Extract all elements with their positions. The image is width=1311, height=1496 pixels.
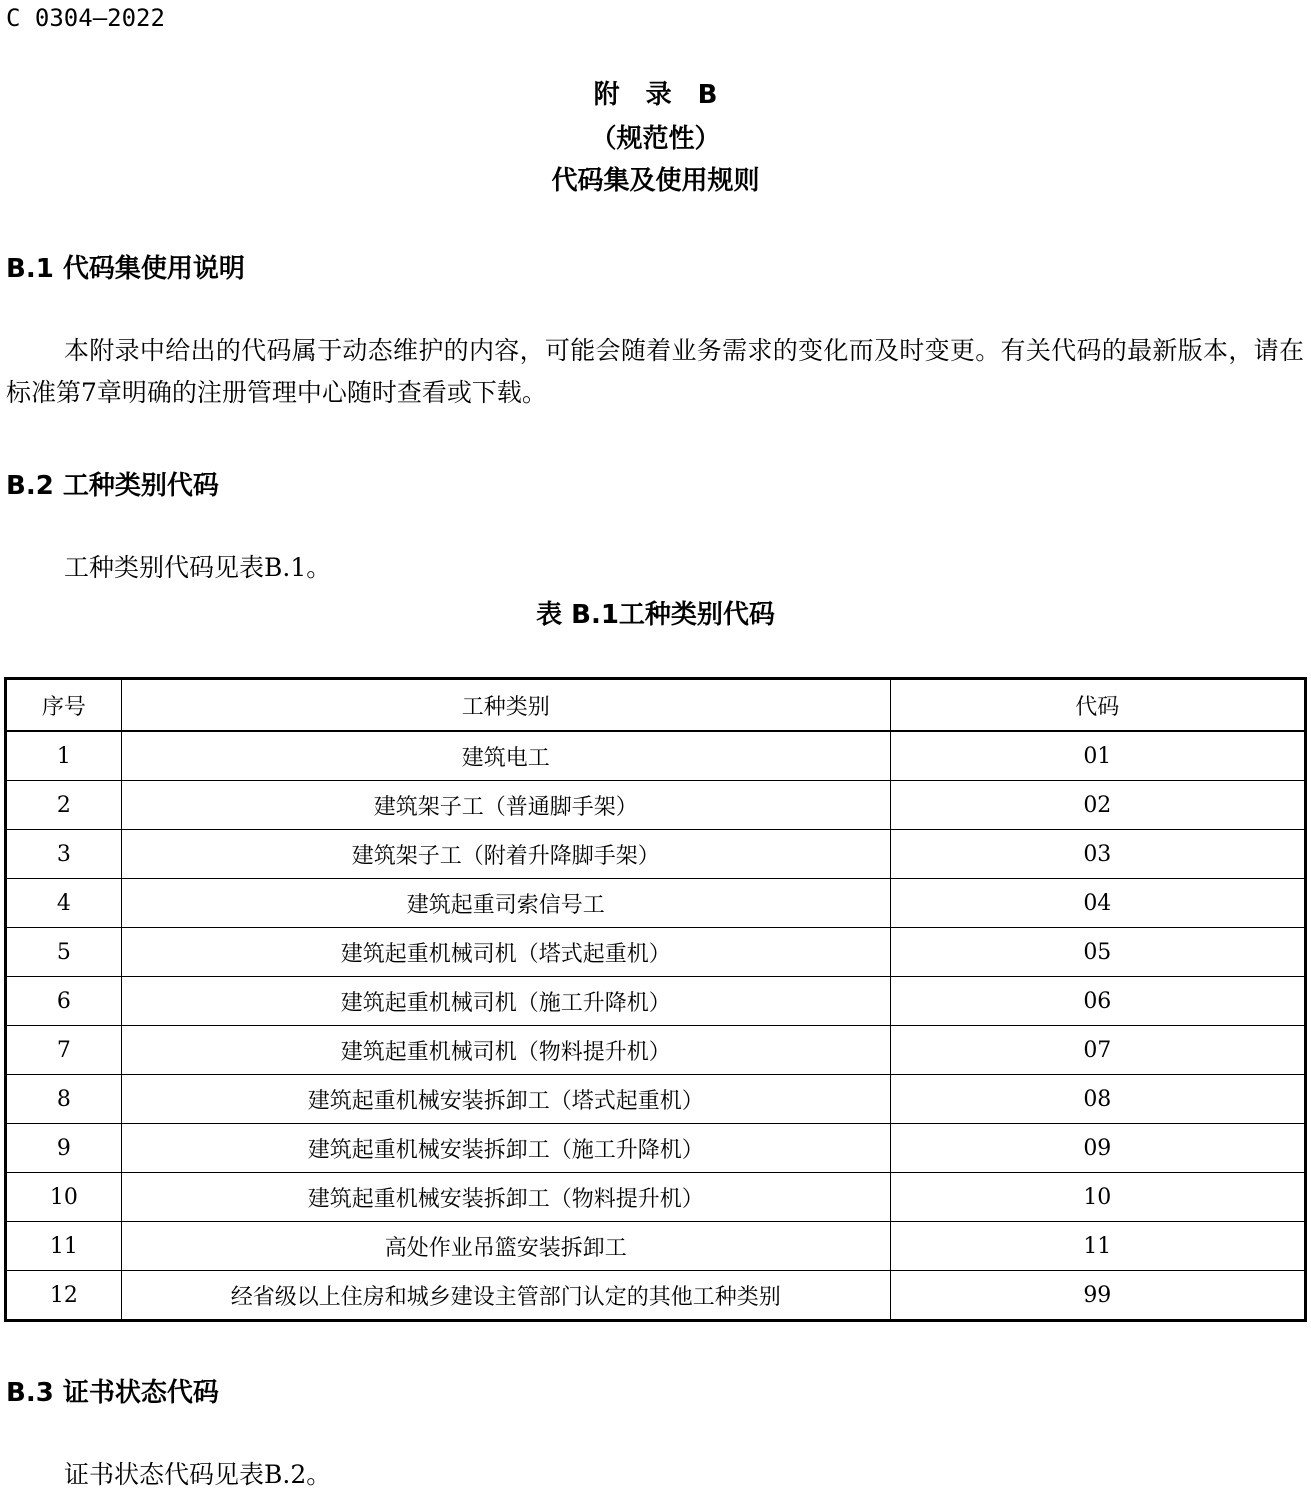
cell-category: 经省级以上住房和城乡建设主管部门认定的其他工种类别	[121, 1271, 890, 1321]
section-heading-b3: B.3 证书状态代码	[6, 1378, 219, 1408]
cell-category: 建筑起重机械安装拆卸工（塔式起重机）	[121, 1075, 890, 1124]
cell-seq: 2	[6, 781, 122, 830]
cell-seq: 4	[6, 879, 122, 928]
cell-code: 99	[890, 1271, 1305, 1321]
cell-seq: 11	[6, 1222, 122, 1271]
section-heading-b1: B.1 代码集使用说明	[6, 254, 245, 284]
cell-code: 06	[890, 977, 1305, 1026]
column-header-seq: 序号	[6, 679, 122, 732]
table-row	[6, 781, 1306, 830]
section-text-b2: 工种类别代码见表B.1。	[64, 553, 332, 582]
appendix-name: 代码集及使用规则	[551, 166, 760, 196]
cell-category: 建筑起重机械司机（物料提升机）	[121, 1026, 890, 1075]
cell-category: 建筑起重机械司机（施工升降机）	[121, 977, 890, 1026]
column-header-category: 工种类别	[121, 679, 890, 732]
table-row	[6, 830, 1306, 879]
cell-code: 05	[890, 928, 1305, 977]
cell-seq: 5	[6, 928, 122, 977]
document-code: C 0304—2022	[6, 4, 165, 32]
table-row	[6, 1026, 1306, 1075]
cell-code: 07	[890, 1026, 1305, 1075]
cell-category: 建筑起重机械安装拆卸工（施工升降机）	[121, 1124, 890, 1173]
cell-code: 03	[890, 830, 1305, 879]
cell-category: 高处作业吊篮安装拆卸工	[121, 1222, 890, 1271]
cell-code: 08	[890, 1075, 1305, 1124]
cell-code: 01	[890, 731, 1305, 781]
cell-category: 建筑电工	[121, 731, 890, 781]
cell-category: 建筑起重司索信号工	[121, 879, 890, 928]
table-row	[6, 977, 1306, 1026]
section-heading-b2: B.2 工种类别代码	[6, 471, 219, 501]
table-row	[6, 731, 1306, 781]
cell-category: 建筑架子工（附着升降脚手架）	[121, 830, 890, 879]
table-caption: 表 B.1工种类别代码	[536, 600, 775, 630]
table-row	[6, 1124, 1306, 1173]
cell-seq: 12	[6, 1271, 122, 1321]
cell-code: 09	[890, 1124, 1305, 1173]
column-header-code: 代码	[890, 679, 1305, 732]
cell-category: 建筑起重机械司机（塔式起重机）	[121, 928, 890, 977]
section-text-b3: 证书状态代码见表B.2。	[64, 1460, 332, 1489]
cell-seq: 6	[6, 977, 122, 1026]
cell-seq: 9	[6, 1124, 122, 1173]
cell-category: 建筑架子工（普通脚手架）	[121, 781, 890, 830]
cell-seq: 1	[6, 731, 122, 781]
cell-seq: 10	[6, 1173, 122, 1222]
cell-code: 02	[890, 781, 1305, 830]
cell-seq: 7	[6, 1026, 122, 1075]
cell-code: 10	[890, 1173, 1305, 1222]
appendix-title: 附 录 B	[593, 80, 718, 110]
table-header-row	[6, 679, 1306, 732]
work-type-code-table	[4, 677, 1307, 1322]
section-text-b1: 本附录中给出的代码属于动态维护的内容，可能会随着业务需求的变化而及时变更。有关代码的最新版本，请在标准第7章明确的注册管理中心随时查看或下载。	[6, 336, 1304, 407]
table-row	[6, 928, 1306, 977]
table-row	[6, 1271, 1306, 1321]
table-row	[6, 879, 1306, 928]
cell-code: 11	[890, 1222, 1305, 1271]
cell-code: 04	[890, 879, 1305, 928]
cell-seq: 8	[6, 1075, 122, 1124]
table-body	[6, 731, 1306, 1321]
table-row	[6, 1173, 1306, 1222]
cell-category: 建筑起重机械安装拆卸工（物料提升机）	[121, 1173, 890, 1222]
table-row	[6, 1075, 1306, 1124]
cell-seq: 3	[6, 830, 122, 879]
appendix-nature: （规范性）	[590, 124, 721, 154]
table-row	[6, 1222, 1306, 1271]
